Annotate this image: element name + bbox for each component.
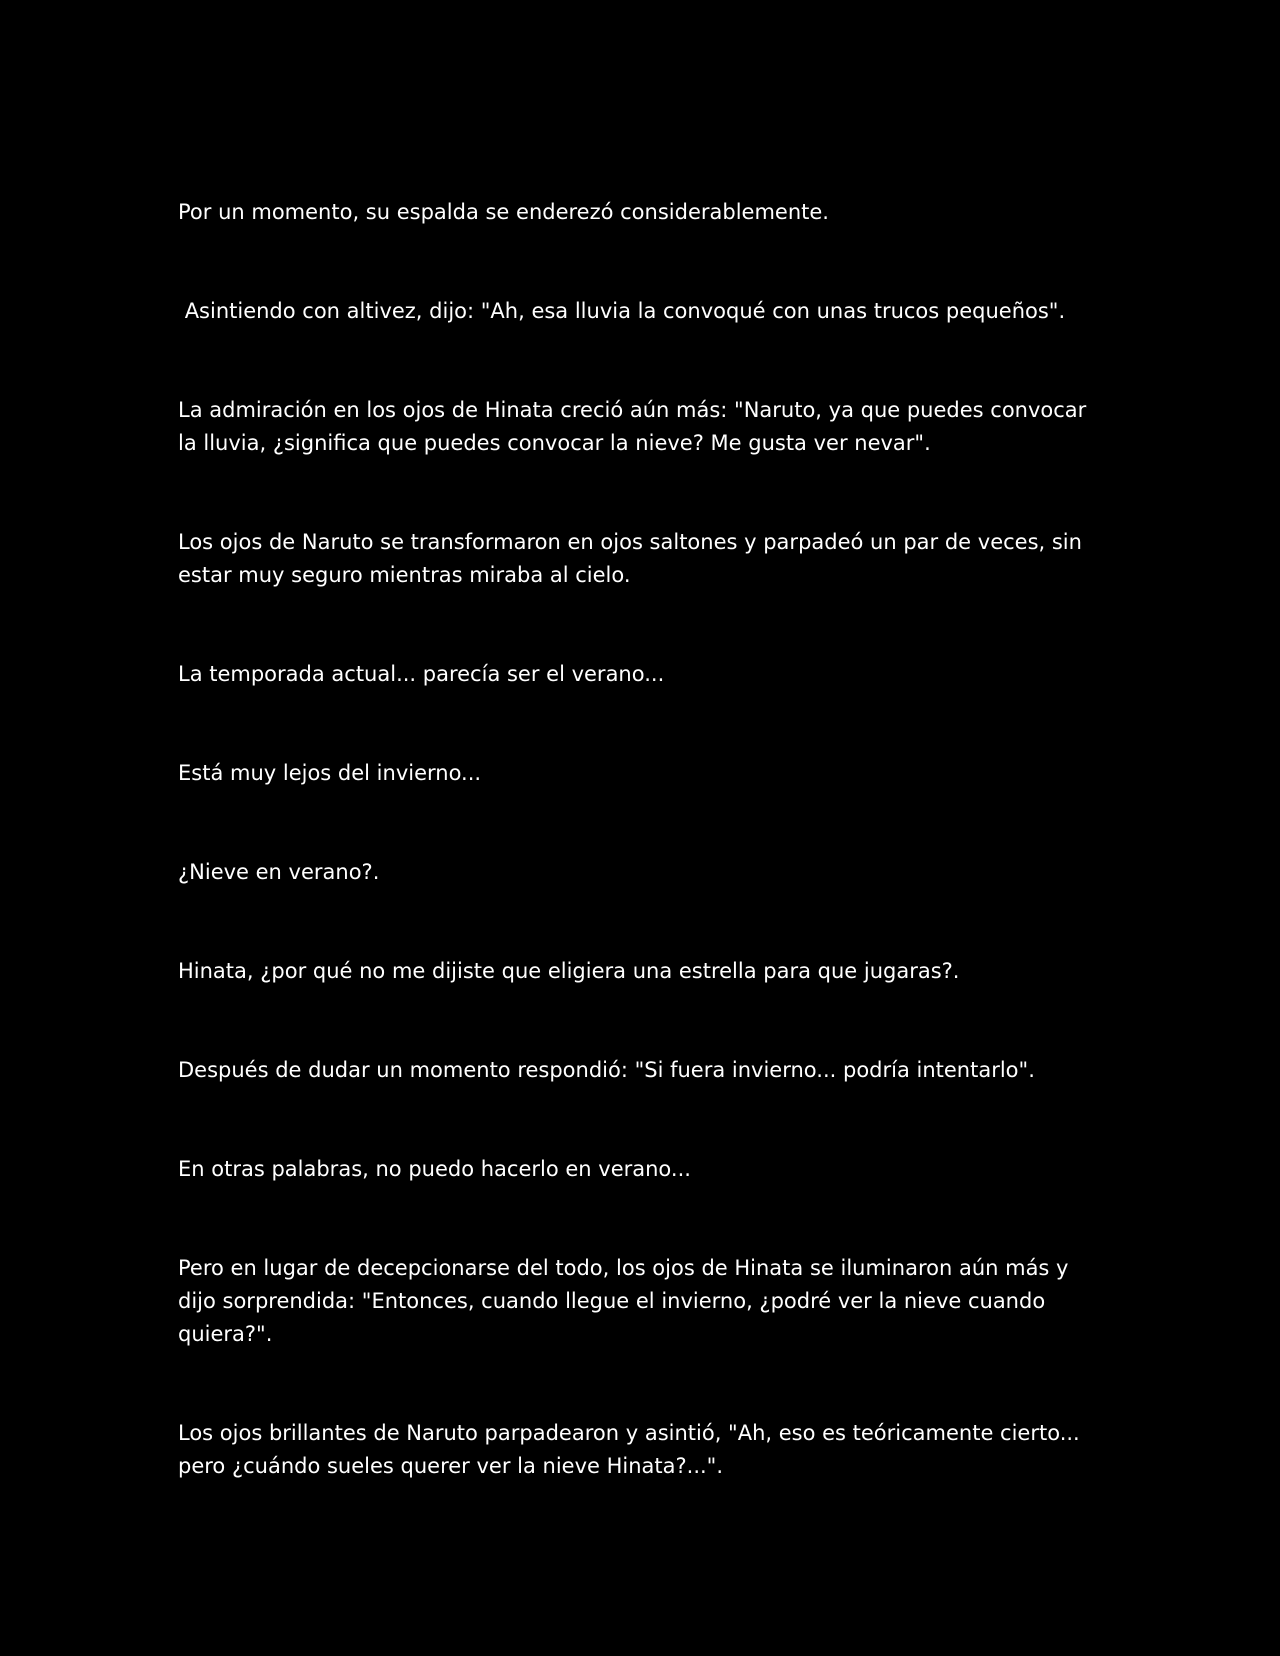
paragraph: La admiración en los ojos de Hinata creció aún más: "Naruto, ya que puedes convocar la lluvia, ¿significa que puedes convocar la nieve? Me gusta ver nevar". bbox=[178, 398, 1087, 455]
paragraph: Los ojos brillantes de Naruto parpadearon y asintió, "Ah, eso es teóricamente cierto... pero ¿cuándo sueles querer ver la nieve Hinata?...". bbox=[178, 1421, 1080, 1478]
paragraph: Asintiendo con altivez, dijo: "Ah, esa lluvia la convoqué con unas trucos pequeños". bbox=[178, 299, 1066, 323]
paragraph: Hinata, ¿por qué no me dijiste que eligiera una estrella para que jugaras?. bbox=[178, 959, 960, 983]
paragraph: Pero en lugar de decepcionarse del todo, los ojos de Hinata se iluminaron aún más y dijo sorprendida: "Entonces, cuando llegue el invierno, ¿podré ver la nieve cuando quiera?". bbox=[178, 1256, 1069, 1346]
paragraph: ¿Nieve en verano?. bbox=[178, 860, 380, 884]
text-body bbox=[178, 196, 1098, 1549]
paragraph: Después de dudar un momento respondió: "Si fuera invierno... podría intentarlo". bbox=[178, 1058, 1035, 1082]
paragraph: Por un momento, su espalda se enderezó considerablemente. bbox=[178, 200, 829, 224]
paragraph: Los ojos de Naruto se transformaron en ojos saltones y parpadeó un par de veces, sin estar muy seguro mientras miraba al cielo. bbox=[178, 530, 1082, 587]
paragraph: En otras palabras, no puedo hacerlo en verano... bbox=[178, 1157, 691, 1181]
paragraph: La temporada actual... parecía ser el verano... bbox=[178, 662, 665, 686]
paragraph: Está muy lejos del invierno... bbox=[178, 761, 482, 785]
